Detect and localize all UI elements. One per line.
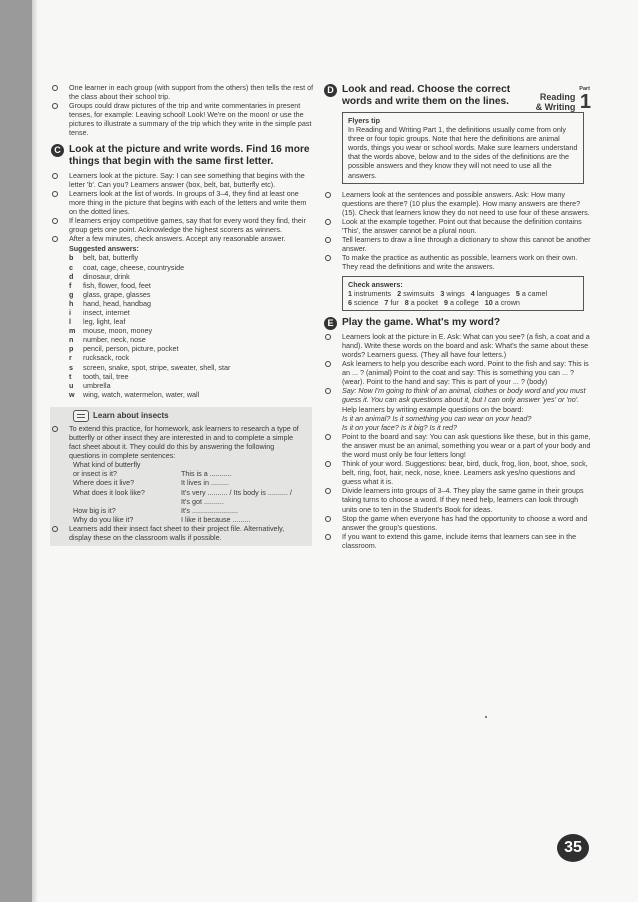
fact-sheet	[56, 460, 306, 524]
answer-number: 8	[404, 297, 409, 307]
answer-letter: f	[69, 280, 72, 290]
answer-word: swimsuits	[403, 288, 435, 298]
answer-row	[52, 281, 314, 290]
bullet-item: Look at the example together. Point out that because the definition contains 'This', the answer cannot be a plural noun.	[325, 217, 591, 235]
bullet-item: To make the practice as authentic as possible, learners work on their own. They read the definitions and write the answers.	[325, 253, 591, 271]
fact-row	[56, 497, 306, 506]
bullet-item: Learners look at the list of words. In groups of 3–4, they find at least one more thing in the picture that begins with each of the letters and write them on the dotted lines.	[52, 189, 314, 216]
notebook-icon	[73, 410, 89, 422]
answer-letter: m	[69, 326, 76, 336]
bullet-item: After a few minutes, check answers. Accept any reasonable answer.	[52, 234, 314, 243]
answer-number: 5	[515, 288, 520, 298]
right-column	[325, 83, 591, 550]
answer-words: pencil, person, picture, pocket	[83, 344, 179, 354]
fact-answer: This is a ...........	[181, 469, 232, 479]
bullet-item: Ask learners to help you describe each word. Point to the fish and say: This is an ... ? (animal) Point to the coat and say: This is something you can ... ? (wear). Point to the hand and say: This is part of your ... ? (body)	[325, 359, 591, 386]
answer-word: a pocket	[410, 297, 438, 307]
bullet-item: Think of your word. Suggestions: bear, bird, duck, frog, lion, boot, shoe, sock, belt, ring, foot, hair, neck, nose, knee. Learners ask yes/no questions and guess what it is.	[325, 459, 591, 486]
section-e-title: Play the game. What's my word?	[342, 316, 501, 328]
answer-words: coat, cage, cheese, countryside	[83, 262, 185, 272]
bullet-item: If you want to extend this game, include items that learners can see in the classroom.	[325, 532, 591, 550]
fact-answer: It's got ..........	[181, 496, 224, 506]
example-question: Is it on your face? Is it big? Is it red?	[342, 422, 458, 432]
fact-question: or insect is it?	[73, 469, 117, 479]
bullet-item: Learners look at the picture. Say: I can see something that begins with the letter 'b'. Can you? Learners answer (box, belt, bat, butterfly etc).	[52, 171, 314, 189]
answer-word: instruments	[354, 288, 392, 298]
check-answers-title: Check answers:	[348, 279, 403, 289]
answer-letter: s	[69, 362, 73, 372]
answer-row	[52, 353, 314, 362]
suggested-answers-label: Suggested answers:	[69, 244, 139, 254]
answer-row	[52, 263, 314, 272]
insects-box-title	[56, 410, 306, 422]
answer-words: rucksack, rock	[83, 353, 129, 363]
flyers-tip-box	[342, 112, 584, 184]
insects-box-title-text: Learn about insects	[93, 411, 169, 421]
answer-word: a crown	[494, 297, 520, 307]
section-d-title: Look and read. Choose the correct words and write them on the lines.	[342, 84, 511, 107]
answer-letter: r	[69, 353, 72, 363]
fact-row	[56, 469, 306, 478]
bullet-item: Learners look at the sentences and possible answers. Ask: How many questions are there? (10 plus the example). How many answers are there? (15). Check that learners know they do not need to use four of these answers.	[325, 190, 591, 217]
answer-letter: l	[69, 317, 71, 327]
answer-row	[52, 290, 314, 299]
fact-row	[56, 460, 306, 469]
answer-letter: d	[69, 271, 74, 281]
section-c-badge: C	[51, 144, 64, 157]
answer-letter: h	[69, 298, 74, 308]
answer-words: insect, internet	[83, 307, 130, 317]
answer-word: a college	[449, 297, 479, 307]
answer-letter: g	[69, 289, 74, 299]
fact-question: What does it look like?	[73, 487, 145, 497]
answer-words: number, neck, nose	[83, 335, 146, 345]
answer-row	[52, 326, 314, 335]
bullet-item: Learners add their insect fact sheet to their project file. Alternatively, display these on the classroom walls if possible.	[52, 524, 306, 542]
answer-row	[52, 372, 314, 381]
page-number: 35	[557, 834, 589, 862]
flyers-tip-text: In Reading and Writing Part 1, the definitions usually come from only three or four topic groups. Note that here the definitions are animal words, things you wear or school words. Make sure learners understand that the words above, below and to the sides of the definitions are the possible answers and they know they will not need to use all the answers.	[348, 125, 578, 180]
answer-words: fish, flower, food, feet	[83, 280, 151, 290]
fact-answer: I like it because .........	[181, 514, 251, 524]
help-line: Help learners by writing example questions on the board:	[342, 404, 524, 414]
section-e-heading	[325, 317, 591, 329]
section-c-heading	[52, 144, 314, 168]
bullet-item: Divide learners into groups of 3–4. They play the same game in their groups taking turns to choose a word. If they need help, learners can look through units one to ten in the Student's Book for ideas.	[325, 486, 591, 513]
answer-words: umbrella	[83, 380, 111, 390]
answer-words: mouse, moon, money	[83, 326, 153, 336]
answer-words: hand, head, handbag	[83, 298, 151, 308]
answer-words: dinosaur, drink	[83, 271, 130, 281]
fact-row	[56, 478, 306, 487]
answer-number: 2	[397, 288, 402, 298]
part-number: 1	[579, 91, 591, 113]
fact-question: Where does it live?	[73, 478, 135, 488]
section-c-title: Look at the picture and write words. Find 16 more things that begin with the same first letter.	[69, 143, 310, 167]
fact-answer: It's very .......... / Its body is .......... /	[181, 487, 292, 497]
answer-letter: u	[69, 380, 74, 390]
left-column	[52, 83, 314, 546]
bullet-item: Point to the board and say: You can ask questions like these, but in this game, the answer must be an animal, something you wear or a part of your body and the word must only be four letters long!	[325, 432, 591, 459]
answer-word: a camel	[521, 288, 548, 298]
example-question: Is it an animal? Is it something you can wear on your head?	[342, 413, 532, 423]
answer-row	[52, 344, 314, 353]
answer-letter: i	[69, 307, 71, 317]
fact-answer: It lives in .........	[181, 478, 229, 488]
fact-question: How big is it?	[73, 505, 116, 515]
answer-row	[52, 272, 314, 281]
fact-row	[56, 488, 306, 497]
answer-row	[52, 381, 314, 390]
writing-label: & Writing	[535, 102, 576, 112]
check-answers-row	[348, 289, 578, 298]
section-e-badge: E	[324, 317, 337, 330]
bullet-item: Say: Now I'm going to think of an animal, clothes or body word and you must guess it. You can ask questions about it, but I can only answer 'yes' or 'no'.	[325, 386, 591, 404]
answer-row	[52, 299, 314, 308]
answer-words: tooth, tail, tree	[83, 371, 129, 381]
bullet-item: Learners look at the picture in E. Ask: What can you see? (a fish, a coat and a hand). Write these words on the board and ask: What's the same about these words? Learners guess. (They all have four letters.)	[325, 332, 591, 359]
answer-words: screen, snake, spot, stripe, sweater, shell, star	[83, 362, 231, 372]
answer-words: leg, light, leaf	[83, 317, 126, 327]
answer-number: 3	[440, 288, 445, 298]
answer-row	[52, 335, 314, 344]
answer-words: belt, bat, butterfly	[83, 253, 139, 263]
answer-word: science	[354, 297, 379, 307]
bullet-item: If learners enjoy competitive games, say that for every word they find, their group gets one point. Acknowledge the highest scorers as winners.	[52, 216, 314, 234]
answers-list	[52, 253, 314, 399]
bullet-item: Stop the game when everyone has had the opportunity to choose a word and answer the group's questions.	[325, 514, 591, 532]
answer-word: wings	[446, 288, 465, 298]
bullet-item: Groups could draw pictures of the trip and write commentaries in present tenses, for example: Leaving school! Look! We're on the moon! or use the pictures to illustrate a summary of the trip which they write in the simple past tense.	[52, 101, 314, 137]
check-answers-box	[342, 276, 584, 311]
answer-number: 9	[443, 297, 448, 307]
learn-about-insects-box	[50, 407, 312, 546]
answer-letter: n	[69, 335, 74, 345]
flyers-tip-title: Flyers tip	[348, 116, 380, 125]
answer-letter: t	[69, 371, 72, 381]
page-spine-shadow	[32, 0, 38, 902]
answer-row	[52, 363, 314, 372]
bullet-item: One learner in each group (with support from the others) then tells the rest of the class about their school trip.	[52, 83, 314, 101]
bullet-item: To extend this practice, for homework, ask learners to research a type of butterfly or other insect they are interested in and to complete a simple fact sheet about it. They could do this by answering the following questions in complete sentences:	[52, 424, 306, 460]
stray-dot	[485, 716, 487, 718]
fact-row	[56, 515, 306, 524]
fact-question: What kind of butterfly	[73, 460, 141, 470]
answer-number: 6	[348, 297, 352, 307]
answer-number: 1	[348, 288, 352, 298]
answer-letter: w	[69, 389, 75, 399]
answer-words: wing, watch, watermelon, water, wall	[83, 389, 200, 399]
answer-word: languages	[476, 288, 510, 298]
section-d-badge: D	[324, 84, 337, 97]
answer-letter: p	[69, 344, 74, 354]
check-answers-row	[348, 298, 578, 307]
answer-letter: b	[69, 253, 74, 263]
reading-label: Reading	[539, 92, 576, 102]
answer-row	[52, 390, 314, 399]
fact-question	[73, 497, 181, 506]
fact-answer: It's .......................	[181, 505, 238, 515]
answer-row	[52, 317, 314, 326]
fact-question: Why do you like it?	[73, 514, 134, 524]
answer-number: 10	[484, 297, 493, 307]
answer-number: 7	[384, 297, 389, 307]
answer-word: fur	[390, 297, 399, 307]
fact-row	[56, 506, 306, 515]
section-d-heading	[325, 84, 515, 108]
answer-row	[52, 308, 314, 317]
answer-letter: c	[69, 262, 73, 272]
part-label: Part	[579, 86, 590, 92]
answer-number: 4	[470, 288, 475, 298]
bullet-item: Tell learners to draw a line through a dictionary to show this cannot be another answer.	[325, 235, 591, 253]
answer-row	[52, 253, 314, 262]
answer-words: glass, grape, glasses	[83, 289, 151, 299]
